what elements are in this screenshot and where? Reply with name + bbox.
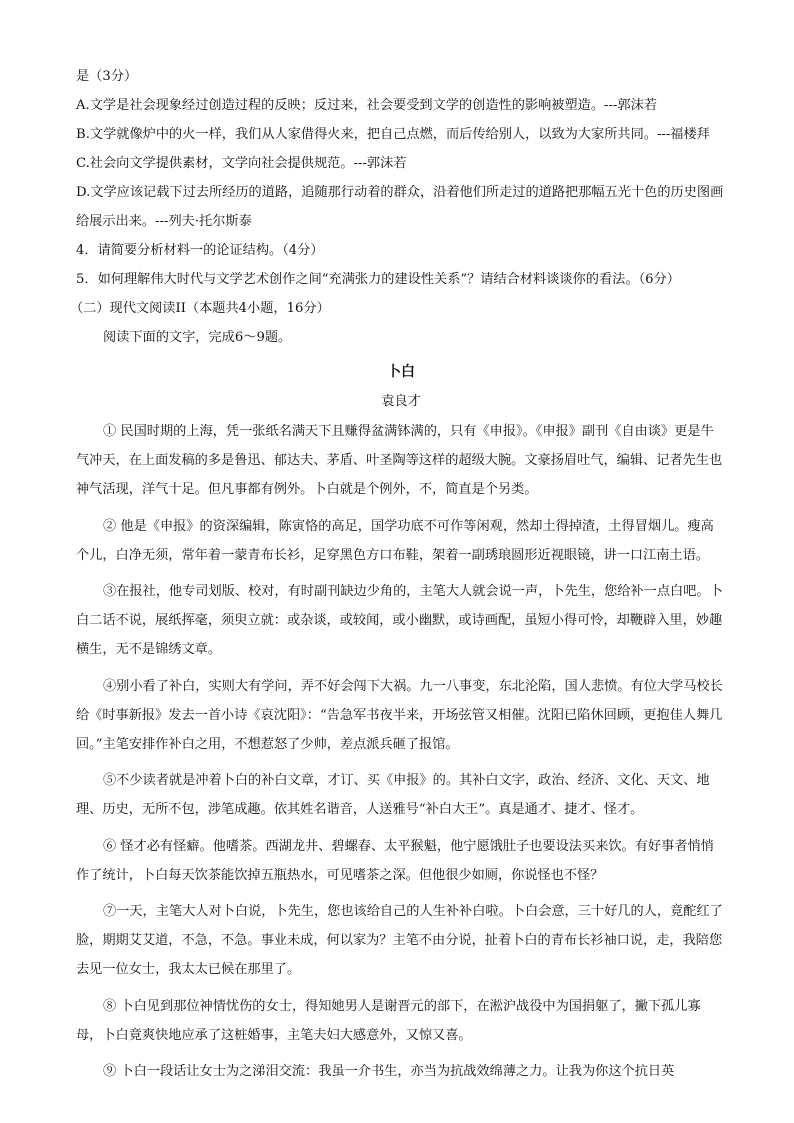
- article-author: 袁良才: [381, 394, 421, 409]
- reading-instruction: 阅读下面的文字，完成6～9题。: [103, 330, 292, 345]
- question-3-tail: 是（3分）: [76, 69, 138, 84]
- article-paragraph-5: ⑤不少读者就是冲着卜白的补白文章，才订、买《申报》的。其补白文字，政治、经济、文化、天文、地理、历史，无所不包，涉笔成趣。依其姓名谐音，人送雅号“补白大王”。真是通才、捷才、怪才。: [76, 773, 710, 817]
- option-c: C.社会向文学提供素材，文学向社会提供规范。---郭沫若: [76, 156, 407, 171]
- option-b: B.文学就像炉中的火一样，我们从人家借得火来，把自己点燃，而后传给别人，以致为大家所共同。---福楼拜: [76, 127, 710, 142]
- exam-page: [70, 62, 726, 1094]
- article-paragraph-2: ② 他是《申报》的资深编辑，陈寅恪的高足，国学功底不可作等闲观，然却土得掉渣，土得冒烟儿。瘦高个儿，白净无须，常年着一蒙青布长衫，足穿黑色方口布鞋，架着一副琇琅圆形近视眼镜，讲一口江南土语。: [76, 518, 714, 563]
- article-paragraph-9: ⑨ 卜白一段话让女士为之涕泪交流：我虽一介书生，亦当为抗战效绵薄之力。让我为你这个抗日英: [103, 1064, 675, 1079]
- option-d: D.文学应该记载下过去所经历的道路，追随那行动着的群众，沿着他们所走过的道路把那幅五光十色的历史图画给展示出来。---列夫·托尔斯泰: [76, 185, 724, 229]
- article-paragraph-8: ⑧ 卜白见到那位神情忧伤的女士，得知她男人是谢晋元的部下，在淞沪战役中为国捐躯了，撇下孤儿寡母，卜白竟爽快地应承了这桩婚事，主笔夫妇大感意外，又惊又喜。: [76, 998, 701, 1043]
- question-4: 4．请简要分析材料一的论证结构。（4分）: [76, 243, 324, 258]
- article-paragraph-4: ④别小看了补白，实则大有学问，弄不好会闯下大祸。九一八事变，东北沦陷，国人悲愤。有位大学马校长给《时事新报》发去一首小诗《哀沈阳》：“告急军书夜半来，开场弦管又相催。沈阳已陷休回顾，更抱佳人舞几回。”主笔安排作补白之用，不想惹怒了少帅，差点派兵砸了报馆。: [76, 678, 723, 752]
- article-paragraph-3: ③在报社，他专司划版、校对，有时副刊缺边少角的，主笔大人就会说一声，卜先生，您给补一点白吧。卜白二话不说，展纸挥毫，须臾立就：或杂谈，或较闻，或小幽默，或诗画配，虽短小得可怜，却鞭辟入里，妙趣横生，无不是锦绣文章。: [76, 584, 723, 657]
- article-title: 卜白: [387, 364, 415, 380]
- article-paragraph-6: ⑥ 怪才必有怪癖。他嗜茶。西湖龙井、碧螺春、太平猴魁，他宁愿饿肚子也要设法买来饮。有好事者悄悄作了统计，卜白每天饮茶能饮掉五瓶热水，可见嗜茶之深。但他很少如厕，你说怪也不怪？: [76, 838, 714, 883]
- section-heading: （二）现代文阅读II（本题共4小题，16分）: [70, 301, 330, 316]
- option-a: A.文学是社会现象经过创造过程的反映；反过来，社会要受到文学的创造性的影响被塑造。---郭沫若: [76, 98, 657, 113]
- article-paragraph-1: ① 民国时期的上海，凭一张纸名满天下且赚得盆满钵满的，只有《申报》。《申报》副刊《自由谈》更是牛气冲天，在上面发稿的多是鲁迅、郁达夫、茅盾、叶圣陶等这样的超级大腕。文豪扬眉吐气，编辑、记者先生也神气活现，洋气十足。但凡事都有例外。卜白就是个例外，不，简直是个另类。: [76, 424, 723, 497]
- question-5: 5．如何理解伟大时代与文学艺术创作之间“充满张力的建设性关系”？请结合材料谈谈你的看法。（6分）: [76, 272, 680, 287]
- article-paragraph-7: ⑦一天，主笔大人对卜白说，卜先生，您也该给自己的人生补补白啦。卜白会意，三十好几的人，竟酡红了脸，期期艾艾道，不急，不急。事业未成，何以家为？主笔不由分说，扯着卜白的青布长衫袖口说，走，我陪您去见一位女士，我太太已候在那里了。: [76, 904, 723, 977]
